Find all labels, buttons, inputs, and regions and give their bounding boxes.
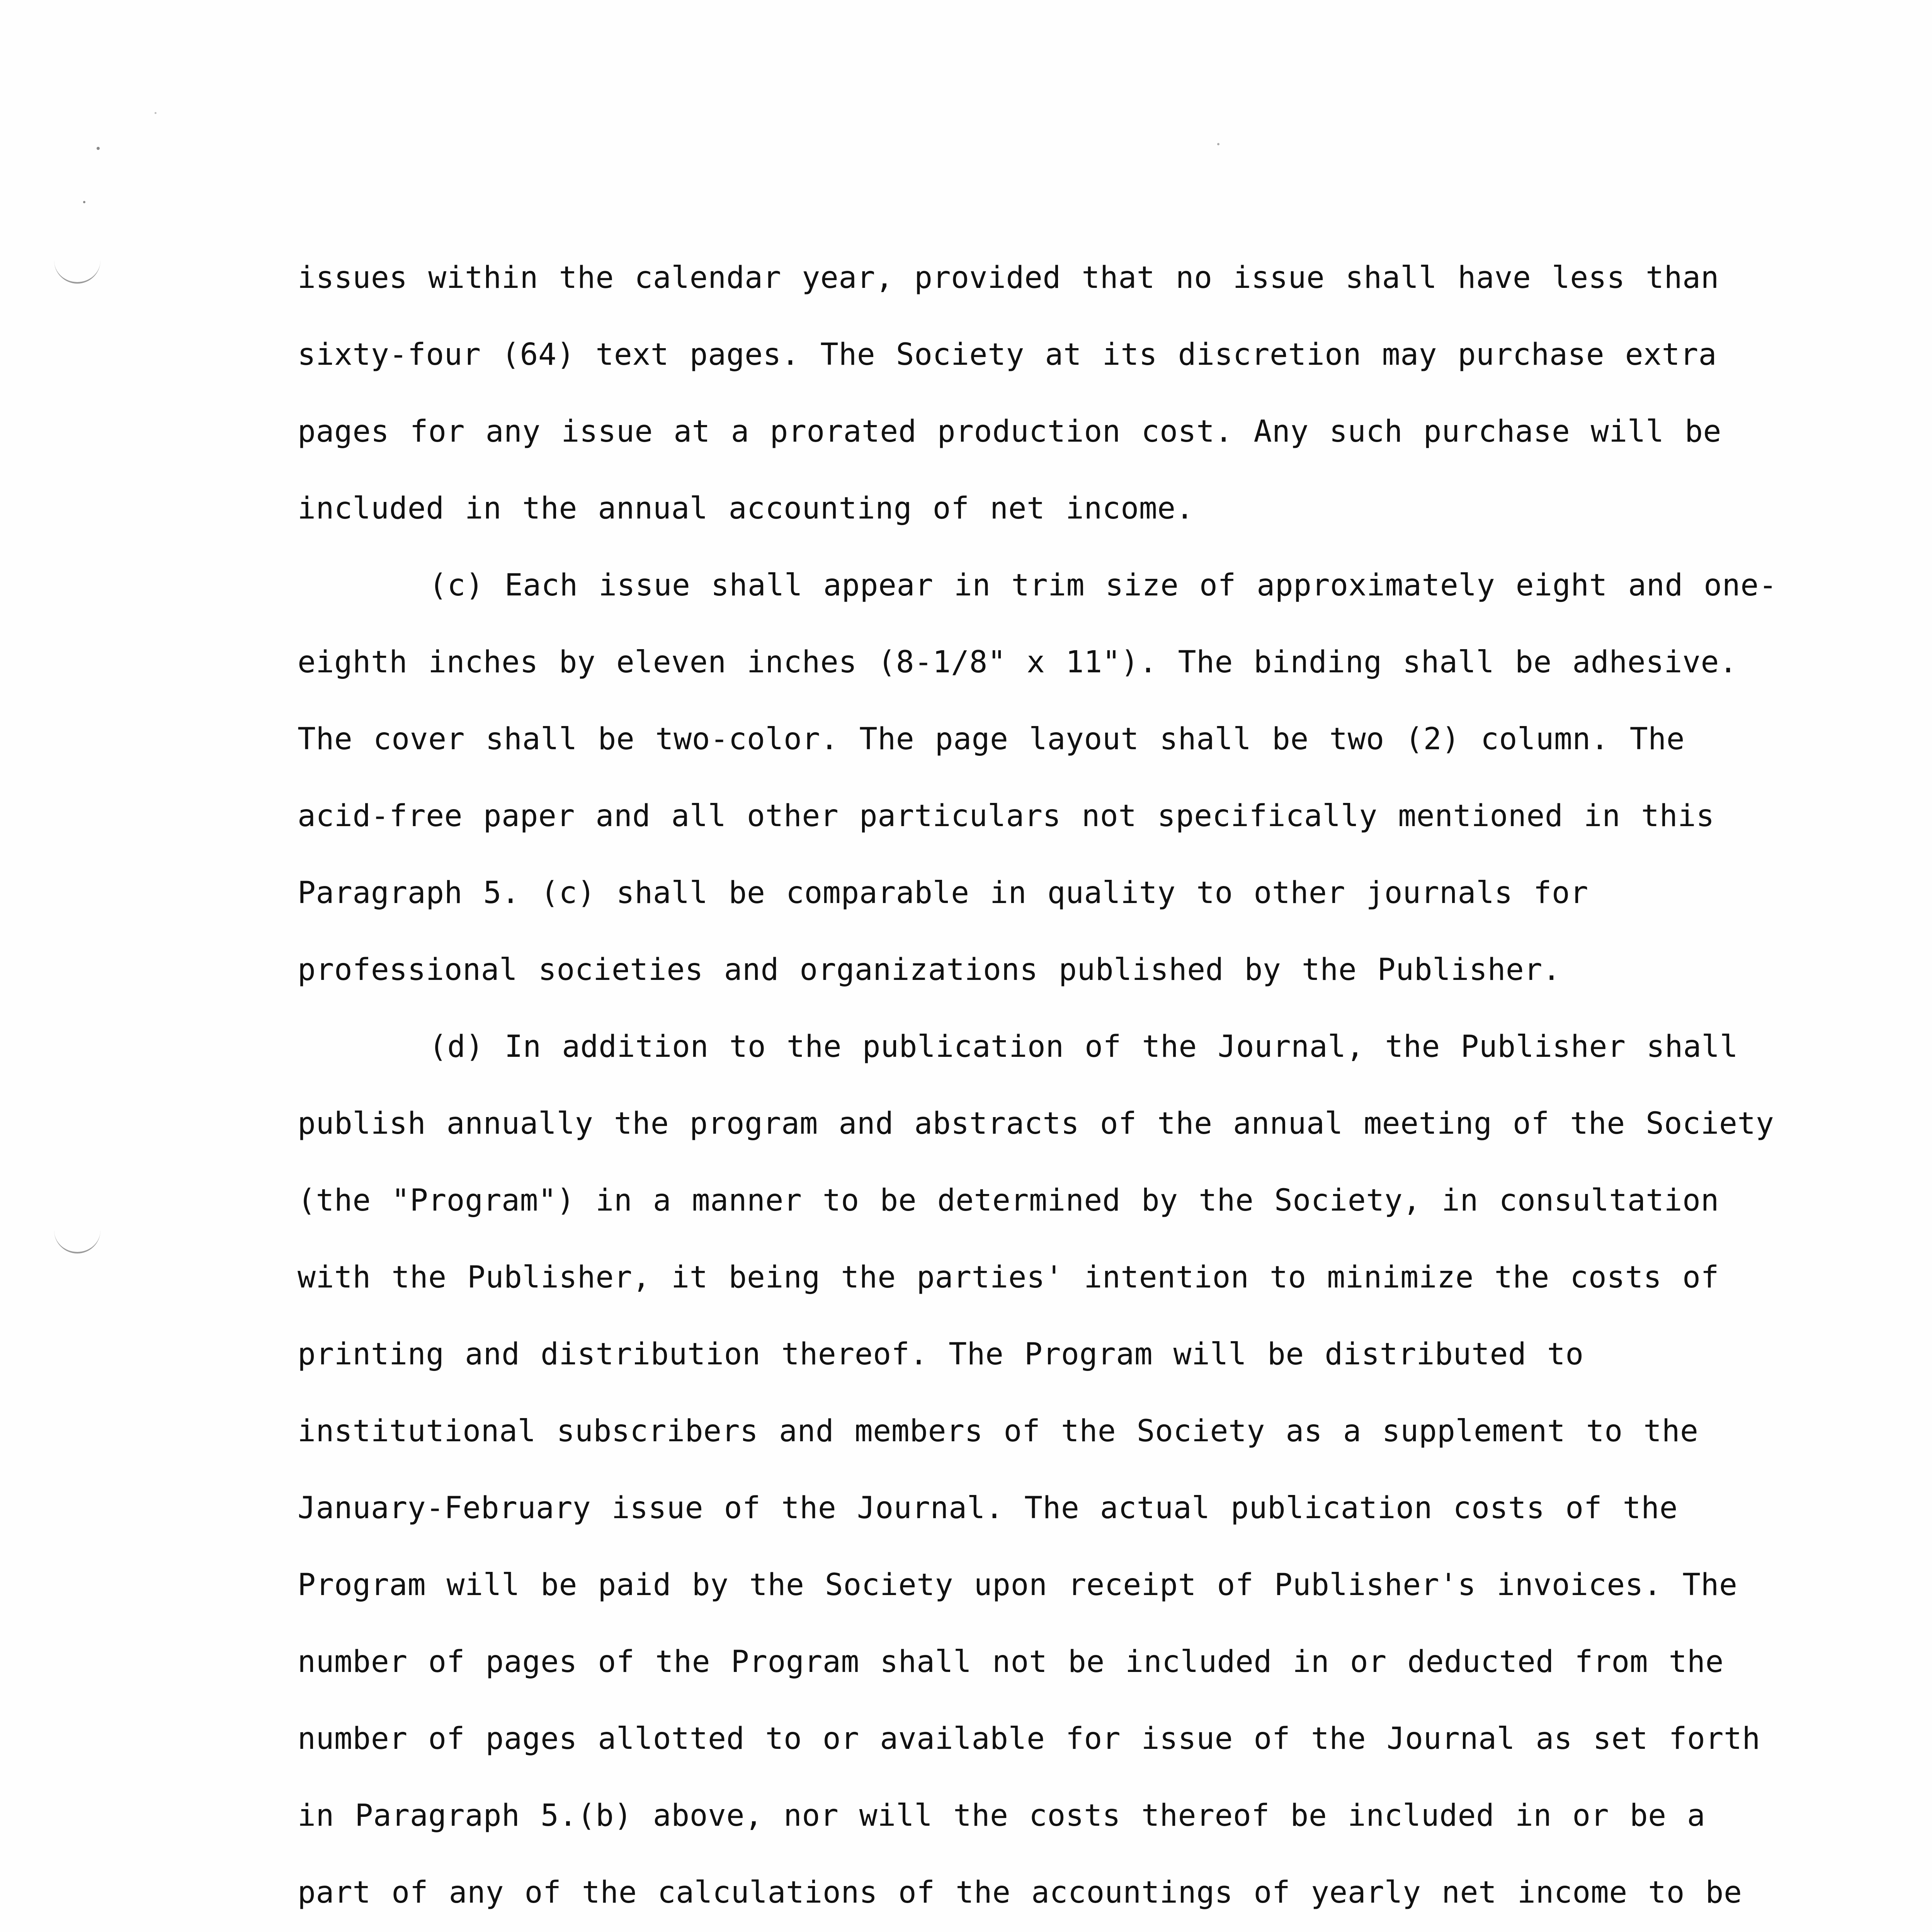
scan-speck (97, 147, 100, 150)
punch-hole-mark (54, 255, 100, 284)
punch-hole-mark (54, 1225, 100, 1253)
paragraph-c: (c) Each issue shall appear in trim size of approximately eight and one-eighth inches by eleven inches (8-1/8" x 11"). The binding shall be adhesive. The cover shall be two-color. The page layout shall be two (2) column. The acid-free paper and all other particulars not specifically mentioned in this Paragraph 5. (c) shall be comparable in quality to other journals for professional societies and organizations published by the Publisher. (298, 568, 1777, 987)
scan-speck (155, 112, 156, 114)
scan-speck (1217, 143, 1219, 145)
scan-speck (83, 201, 85, 203)
paragraph-continuation: issues within the calendar year, provided that no issue shall have less than sixty-four (64) text pages. The Society at its discretion may purchase extra pages for any issue at a prorated production cost. Any such purchase will be included in the annual accounting of net income. (298, 260, 1721, 526)
document-body (298, 240, 1797, 1932)
paragraph-d: (d) In addition to the publication of the Journal, the Publisher shall publish annually the program and abstracts of the annual meeting of the Society (the "Program") in a manner to be determined by the Society, in consultation with the Publisher, it being the parties' intention to minimize the costs of printing and distribution thereof. The Program will be distributed to institutional subscribers and members of the Society as a supplement to the January-February issue of the Journal. The actual publication costs of the Program will be paid by the Society upon receipt of Publisher's invoices. The number of pages of the Program shall not be included in or deducted from the number of pages allotted to or available for issue of the Journal as set forth in Paragraph 5.(b) above, nor will the costs thereof be included in or be a part of any of the calculations of the accountings of yearly net income to be (298, 1029, 1774, 1910)
